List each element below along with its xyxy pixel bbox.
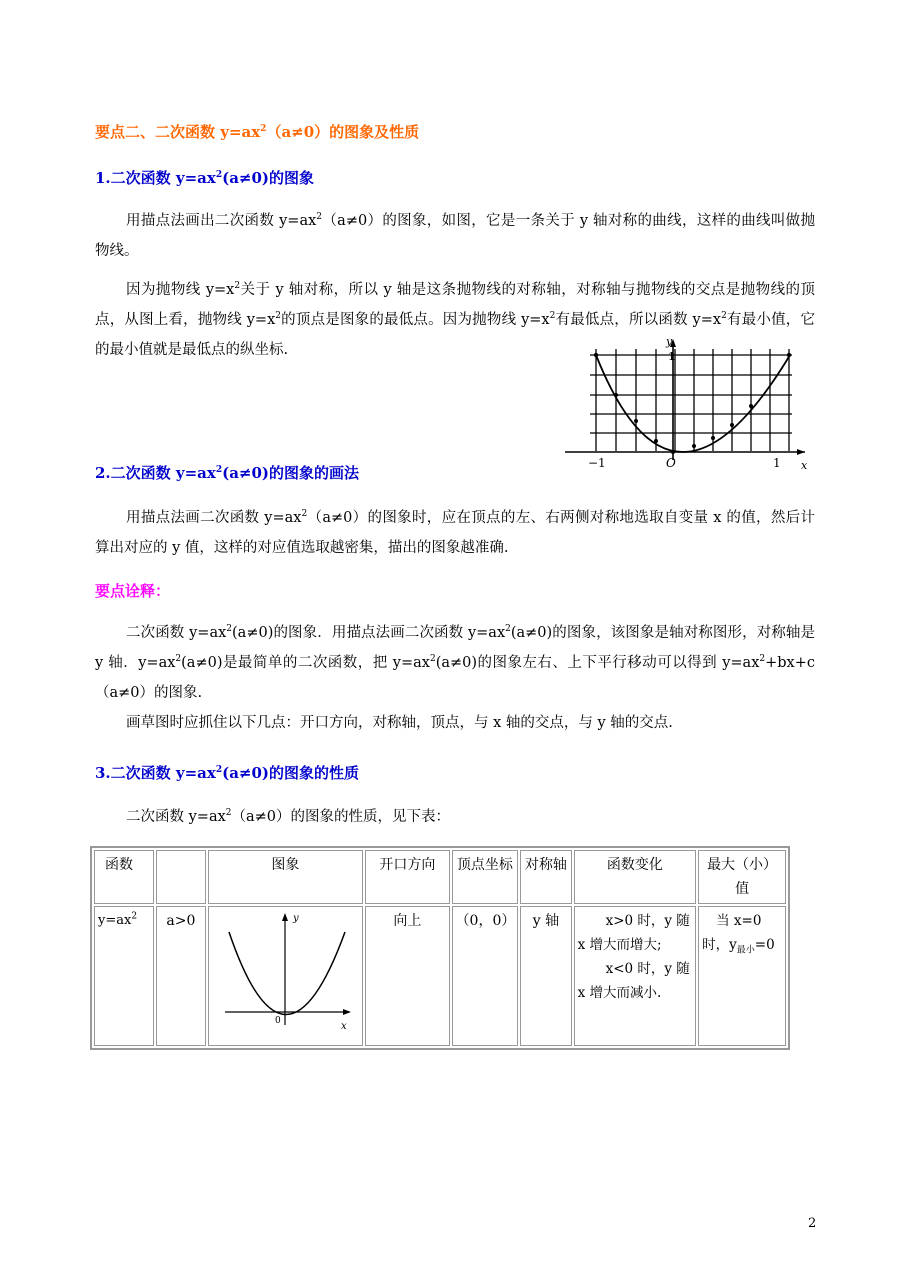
p4-sup4: 2 — [429, 654, 436, 665]
graph1-tick-neg1: −1 — [588, 456, 606, 470]
cell-extreme-sub: 最小 — [736, 945, 755, 956]
p4-b: (a≠0)的图象．用描点法画二次函数 y=ax — [232, 625, 506, 641]
p1-text: 用描点法画出二次函数 y=ax — [126, 213, 317, 229]
graph1-tick-y1: 1 — [668, 350, 676, 363]
main-heading-suffix: （a≠0）的图象及性质 — [266, 123, 420, 141]
cell-condition: a>0 — [156, 906, 205, 1046]
table-row — [94, 906, 786, 1046]
cell-extreme — [698, 906, 786, 1046]
section-2-heading — [95, 462, 359, 483]
p2-c: 的顶点是图象的最低点。因为抛物线 y=x — [280, 312, 550, 328]
table-graph-y-label: y — [292, 913, 299, 924]
p2-a: 因为抛物线 y=x — [126, 282, 235, 298]
header-axis: 对称轴 — [520, 850, 571, 904]
cell-function-sup: 2 — [131, 911, 138, 922]
cell-extreme-suffix: =0 — [754, 937, 775, 953]
graph1-tick-origin: O — [666, 456, 676, 470]
parabola-points — [594, 353, 791, 454]
section-1-text: 1.二次函数 y=ax — [95, 169, 216, 187]
p4-d: (a≠0)是最简单的二次函数，把 y=ax — [181, 655, 430, 671]
note-heading: 要点诠释： — [95, 582, 171, 600]
section-2-text: 2.二次函数 y=ax — [95, 464, 216, 482]
p6-suffix: （a≠0）的图象的性质，见下表： — [231, 809, 451, 825]
table-y-axis-arrow — [282, 913, 288, 921]
table-graph-x-label: x — [340, 1021, 347, 1032]
section-3-text: 3.二次函数 y=ax — [95, 764, 216, 782]
section-1-suffix: (a≠0)的图象 — [222, 169, 315, 187]
p6-sup: 2 — [225, 808, 232, 819]
p4-sup3: 2 — [175, 654, 182, 665]
section-1-sup: 2 — [215, 170, 223, 180]
p3-text: 用描点法画二次函数 y=ax — [126, 510, 302, 526]
cell-change-decrease: x<0 时，y 随 x 增大而减小. — [577, 961, 690, 1001]
p4-c: (a≠0)的图象，该图象是轴对称图形，对称轴是 y 轴．y=ax — [95, 625, 815, 671]
p2-sup3: 2 — [549, 311, 556, 322]
p3-suffix: （a≠0）的图象时，应在顶点的左、右两侧对称地选取自变量 x 的值，然后计算出对应的 y 值，这样的对应值选取越密集，描出的图象越准确. — [95, 510, 815, 556]
p4-e: (a≠0)的图象左右、上下平行移动可以得到 y=ax — [435, 655, 760, 671]
cell-function-text: y=ax — [98, 913, 132, 928]
table-x-axis-arrow — [343, 1009, 351, 1015]
p2-sup1: 2 — [234, 281, 241, 292]
graph1-x-label: x — [801, 459, 808, 472]
p4-sup5: 2 — [759, 654, 766, 665]
section-2-suffix: (a≠0)的图象的画法 — [222, 464, 360, 482]
table-parabola-graph — [209, 907, 357, 1037]
cell-graph — [208, 906, 364, 1046]
cell-extreme-text: 当 x=0 时，y — [702, 913, 762, 953]
p4-f: +bx+c（a≠0）的图象. — [95, 655, 816, 701]
paragraph-3 — [95, 503, 815, 563]
section-3-suffix: (a≠0)的图象的性质 — [222, 764, 360, 782]
p4-sup1: 2 — [226, 624, 233, 635]
header-direction: 开口方向 — [365, 850, 449, 904]
p2-sup4: 2 — [721, 311, 727, 322]
p4-a: 二次函数 y=ax — [126, 625, 227, 641]
graph1-y-label: y — [666, 335, 673, 348]
p4-sup2: 2 — [505, 624, 511, 635]
p3-sup: 2 — [301, 509, 308, 520]
table-parabola-curve — [229, 932, 345, 1015]
main-heading-text: 要点二、二次函数 y=ax — [95, 123, 261, 141]
cell-change-increase: x>0 时，y 随 x 增大而增大; — [577, 913, 690, 953]
p2-e: 有最小值，它的最小值就是最低点的纵坐标. — [95, 312, 815, 358]
paragraph-6 — [95, 802, 815, 832]
section-3-sup: 2 — [215, 765, 223, 775]
paragraph-5: 画草图时应抓住以下几点：开口方向，对称轴，顶点，与 x 轴的交点，与 y 轴的交点. — [126, 715, 673, 731]
properties-table — [90, 846, 790, 1050]
p1-sup: 2 — [316, 212, 323, 223]
section-1-heading — [95, 167, 314, 188]
table-graph-origin: 0 — [274, 1016, 281, 1026]
p2-b: 关于 y 轴对称，所以 y 轴是这条抛物线的对称轴，对称轴与抛物线的交点是抛物线的顶点，从图上看，抛物线 y=x — [95, 282, 815, 328]
header-function: 函数 — [94, 850, 154, 904]
parabola-curve — [596, 355, 790, 452]
cell-axis: y 轴 — [520, 906, 571, 1046]
header-graph: 图象 — [208, 850, 364, 904]
parabola-grid-graph — [560, 335, 810, 475]
page-number: 2 — [808, 1216, 817, 1231]
paragraph-1 — [95, 206, 815, 266]
cell-direction: 向上 — [365, 906, 449, 1046]
main-heading-sup: 2 — [260, 124, 267, 134]
x-axis-arrow — [797, 449, 805, 455]
table-header-row — [94, 850, 786, 904]
p6-text: 二次函数 y=ax — [126, 809, 226, 825]
cell-vertex: （0，0） — [452, 906, 519, 1046]
section-2-sup: 2 — [215, 465, 223, 475]
main-heading — [95, 121, 419, 142]
p2-d: 有最低点，所以函数 y=x — [555, 312, 722, 328]
header-condition — [156, 850, 205, 904]
header-change: 函数变化 — [574, 850, 697, 904]
cell-function — [94, 906, 154, 1046]
section-3-heading — [95, 762, 359, 783]
graph-grid — [590, 349, 792, 451]
paragraph-4 — [95, 618, 815, 708]
p1-suffix: （a≠0）的图象，如图，它是一条关于 y 轴对称的曲线，这样的曲线叫做抛物线。 — [95, 213, 815, 259]
cell-change — [574, 906, 697, 1046]
header-extreme: 最大（小）值 — [698, 850, 786, 904]
header-vertex: 顶点坐标 — [452, 850, 519, 904]
graph1-tick-1: 1 — [773, 456, 781, 470]
p2-sup2: 2 — [275, 311, 281, 322]
